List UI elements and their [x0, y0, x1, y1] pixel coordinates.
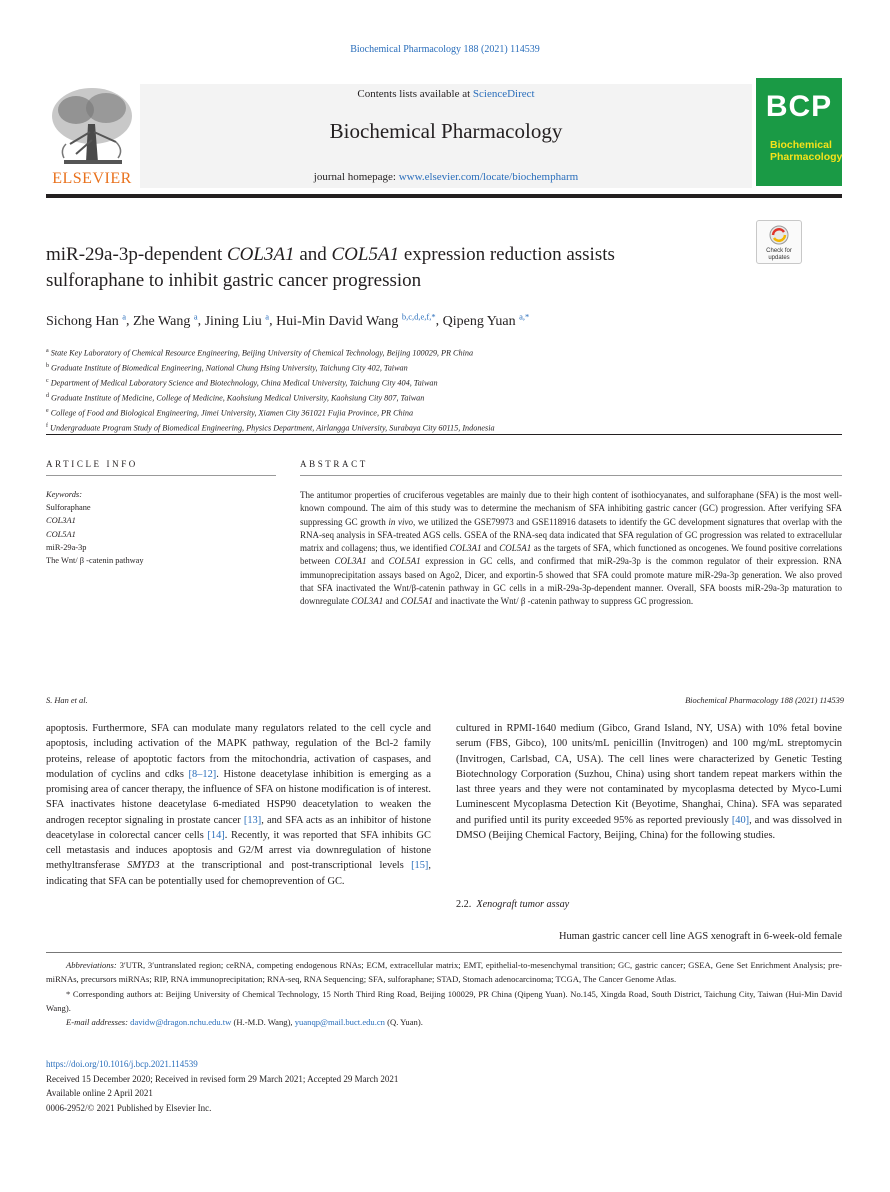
- homepage-link[interactable]: www.elsevier.com/locate/biochempharm: [398, 171, 579, 183]
- affiliations: [46, 345, 842, 435]
- subsection-number: 2.2.: [456, 899, 472, 910]
- homepage-prefix: journal homepage:: [313, 171, 399, 183]
- author[interactable]: Jining Liu $^a$: [204, 311, 270, 329]
- article-info-rule: [46, 475, 276, 476]
- affiliation: $^b$ Graduate Institute of Biomedical Engineering, National Chung Hsing University, Taichung City 402, Taiwan: [46, 362, 408, 373]
- citation-link[interactable]: [13]: [243, 814, 262, 826]
- title-line-2: sulforaphane to inhibit gastric cancer progression: [46, 270, 422, 291]
- footnotes: [46, 958, 842, 1029]
- homepage-line: [140, 171, 752, 183]
- abbreviations-footnote: Abbreviations: 3′UTR, 3′untranslated region; ceRNA, competing endogenous RNAs; ECM, extracellular matrix; EMT, epithelial-to-mesenchymal transition; GC, gastric cancer; GSEA, Gene Set Enrichment Analysis; pre-miRNAs, precursors miRNAs; RIP, RNA immunoprecipitation; RNA-seq, RNA Sequencing; SFA, sulforaphane; STAD, Stomach adenocarcinoma; TCGA, The Cancer Genome Atlas.: [46, 960, 842, 985]
- keyword: The Wnt/ β -catenin pathway: [46, 556, 144, 566]
- affiliations-rule: [46, 434, 842, 435]
- received-dates: Received 15 December 2020; Received in revised form 29 March 2021; Accepted 29 March 2021: [46, 1073, 399, 1084]
- contents-line: [140, 88, 752, 100]
- keyword: miR-29a-3p: [46, 542, 87, 552]
- running-head-journal: Biochemical Pharmacology 188 (2021) 114539: [685, 696, 844, 705]
- journal-title: Biochemical Pharmacology: [329, 119, 563, 143]
- cover-abbreviation: BCP: [765, 90, 833, 123]
- author[interactable]: Zhe Wang $^a$: [133, 311, 198, 329]
- title-line-1: [46, 242, 746, 268]
- corresponding-footnote: * Corresponding authors at: Beijing University of Chemical Technology, 15 North Third Ring Road, Beijing 100029, PR China (Qipeng Yuan). No.145, Xingda Road, South District, Taichung City, Taiwan (Hui-Min David Wang).: [46, 988, 842, 1013]
- email-link[interactable]: davidw@dragon.nchu.edu.tw: [130, 1017, 232, 1028]
- footnote-rule: [46, 952, 842, 953]
- author[interactable]: Sichong Han $^a$: [46, 311, 126, 329]
- affiliation: $^f$ Undergraduate Program Study of Biomedical Engineering, Physics Department, Airlangga University, Surabaya City 60115, Indonesia: [46, 422, 495, 433]
- title-part: expression reduction assists: [399, 244, 615, 265]
- abstract-heading: ABSTRACT: [300, 459, 368, 469]
- keywords-label: Keywords:: [46, 490, 82, 499]
- doi-link[interactable]: https://doi.org/10.1016/j.bcp.2021.114539: [46, 1059, 198, 1069]
- citation-link[interactable]: [8–12]: [188, 768, 217, 780]
- check-for-updates-badge[interactable]: [756, 220, 802, 264]
- affiliation: $^a$ State Key Laboratory of Chemical Resource Engineering, Beijing University of Chemical Technology, Beijing 100029, PR China: [46, 348, 474, 358]
- email-link[interactable]: yuanqp@mail.buct.edu.cn: [294, 1017, 385, 1028]
- citation-link[interactable]: [40]: [731, 814, 750, 826]
- keyword: Sulforaphane: [46, 503, 91, 513]
- affiliation: $^d$ Graduate Institute of Medicine, College of Medicine, Kaohsiung Medical University, Kaohsiung City 807, Taiwan: [46, 392, 425, 403]
- contents-prefix: Contents lists available at: [357, 88, 473, 100]
- header-rule: [46, 194, 842, 198]
- check-badge-text2: updates: [768, 255, 790, 261]
- title-part: and: [294, 244, 332, 265]
- abstract-text: The antitumor properties of cruciferous vegetables are mainly due to their high content of isothiocyanates, and sulforaphane (SFA) is the most well-known compound. The aim of this study was to determine the mechanism of SFA inhibiting gastric cancer (GC) progression. After verifying SFA suppressing GC growth in vivo, we utilized the GSE79973 and GSE118916 datasets to identify the GC development signatures that overlap with the RNA-seq analysis in SFA-treated AGS cells. GSEA of the RNA-seq data indicated that SFA regulation of GC progression was related to extracellular matrix and collagens; thus, we identified COL3A1 and COL5A1 as the targets of SFA, which functioned as oncogenes. We found positive correlations between COL3A1 and COL5A1 expression in GC cells, and confirmed that miR-29a-3p is the common regulator of their expression. RNA immunoprecipitation assays based on Ago2, Dicer, and exportin-5 showed that SFA could promote mature miR-29a-3p generation. We also proved that SFA inactivated the Wnt/β-catenin pathway in GC cells in a miR-29a-3p-dependent manner. Overall, SFA boosts miR-29a-3p maturation to downregulate COL3A1 and COL5A1 and inactivate the Wnt/ β -catenin pathway to suppress GC progression.: [300, 490, 842, 607]
- subsection-body: Human gastric cancer cell line AGS xenograft in 6-week-old female: [558, 931, 842, 942]
- issn-copyright: 0006-2952/© 2021 Published by Elsevier Inc.: [46, 1102, 212, 1113]
- journal-reference[interactable]: Biochemical Pharmacology 188 (2021) 114539: [350, 44, 540, 55]
- body-column-right: cultured in RPMI-1640 medium (Gibco, Grand Island, NY, USA) with 10% fetal bovine serum (FBS, Gibco), 100 units/mL penicillin (Invitrogen) and 100 mg/mL streptomycin (Invitrogen, Carlsbad, CA, USA). The cell lines were characterized by Genetic Testing Biotechnology Corporation (Suzhou, China) using short tandem repeat markers within the last three years and they were not contaminated by mycoplasma detected by Myco-Lumi Luminescent Mycoplasma Detection Kit (Beyotime, Shanghai, China). SFA was separated and purified until its purity exceeded 95% as reported previously [40], and was dissolved in DMSO (Beijing Chemical Factory, Beijing, China) for the following studies.: [456, 723, 842, 841]
- cover-subtitle: [770, 139, 842, 163]
- subsection-title: Xenograft tumor assay: [476, 899, 570, 910]
- author[interactable]: Qipeng Yuan $^{a,*}$: [442, 311, 530, 329]
- author-list: Sichong Han $^a$, Zhe Wang $^a$, Jining Liu $^a$, Hui-Min David Wang $^{b,c,d,e,f,*}$, Qipeng Yuan $^{a,*}$: [46, 311, 530, 329]
- abstract-rule: [300, 475, 842, 476]
- title-gene: COL5A1: [331, 244, 400, 265]
- citation-link[interactable]: [15]: [411, 860, 429, 872]
- keyword: COL5A1: [46, 529, 76, 539]
- sciencedirect-link[interactable]: ScienceDirect: [472, 88, 535, 100]
- title-part: miR-29a-3p-dependent: [46, 244, 227, 265]
- cover-subtitle-line1: Biochemical: [770, 139, 832, 151]
- affiliation: $^c$ Department of Medical Laboratory Science and Biotechnology, China Medical University, Taichung City 404, Taiwan: [46, 377, 438, 388]
- author[interactable]: Hui-Min David Wang $^{b,c,d,e,f,*}$: [276, 311, 436, 329]
- affiliation: $^e$ College of Food and Biological Engineering, Jimei University, Xiamen City 361021 Fujia Province, PR China: [46, 407, 414, 418]
- keywords-block: [46, 488, 276, 567]
- running-head-authors: S. Han et al.: [46, 696, 88, 705]
- citation-link[interactable]: [14]: [207, 829, 225, 841]
- cover-subtitle-line2: Pharmacology: [770, 151, 843, 163]
- title-gene: COL3A1: [226, 244, 295, 265]
- check-updates-icon: [757, 221, 801, 263]
- body-column-left: apoptosis. Furthermore, SFA can modulate many regulators related to the cell cycle and apoptosis, including activation of the MAPK pathway, regulation of the Bcl-2 family proteins, release of apoptotic factors from the mitochondria, activation of caspases, and modulation of cyclins and cdks [8–12]. Histone deacetylase inhibition is emerging as a promising area of cancer therapy, the influence of SFA on histone modification is of interest. SFA inactivates histone deacetylase 6-mediated HSP90 deacetylation to weaken the androgen receptor signaling in prostate cancer [13], and SFA acts as an inhibitor of histone deacetylase in colorectal cancer cells [14]. Recently, it was reported that SFA inhibits GC cell metastasis and induces apoptosis and G2/M arrest via downregulation of histone methyltransferase SMYD3 at the transcriptional and post-transcriptional levels [15], indicating that SFA can be potentially used for chemoprevention of GC.: [46, 723, 431, 887]
- online-date: Available online 2 April 2021: [46, 1088, 153, 1098]
- publisher-wordmark: ELSEVIER: [52, 170, 132, 187]
- publication-info: [46, 1057, 842, 1115]
- email-footnote: E-mail addresses: davidw@dragon.nchu.edu.tw (H.-M.D. Wang), yuanqp@mail.buct.edu.cn (Q. Yuan).: [66, 1017, 423, 1028]
- check-badge-text: Check for: [766, 248, 792, 254]
- article-info-heading: ARTICLE INFO: [46, 459, 138, 469]
- subsection-heading: [456, 899, 569, 910]
- article-title: [46, 242, 746, 294]
- keyword: COL3A1: [46, 516, 76, 526]
